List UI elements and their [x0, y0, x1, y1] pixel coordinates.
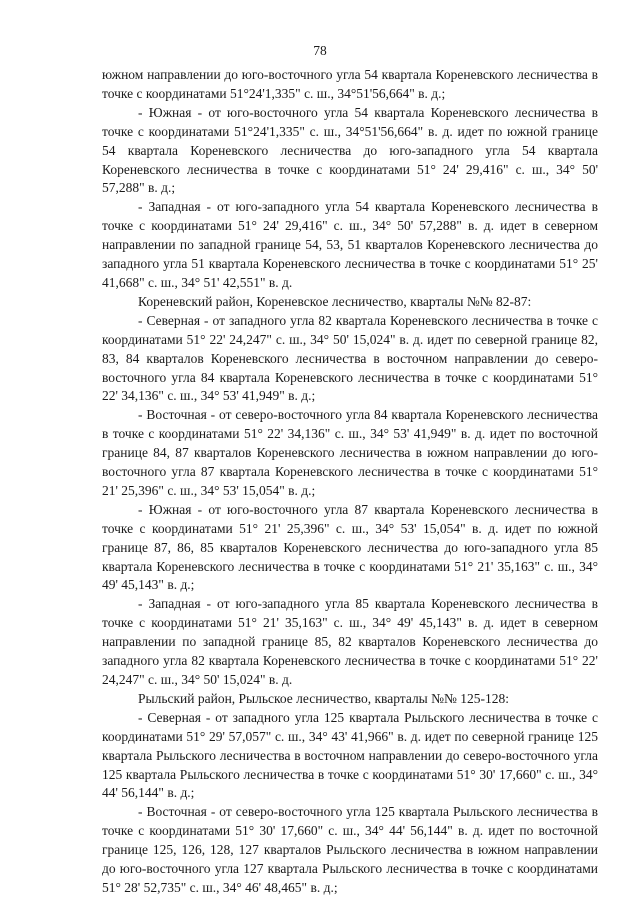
paragraph: южном направлении до юго-восточного угла 54 квартала Кореневского лесничества в точке с координатами 51°24'1,335" с. ш., 34°51'56,664" в. д.;	[102, 67, 598, 101]
paragraph: - Северная - от западного угла 82 квартала Кореневского лесничества в точке с координатами 51° 22' 24,247" с. ш., 34° 50' 15,024" в. д. идет по северной границе 82, 83, 84 кварталов Кореневского лесничества в восточном направлении до северо-восточного угла 84 квартала Кореневского лесничества в точке с координатами 51° 22' 34,136" с. ш., 34° 53' 41,949" в. д.;	[102, 312, 598, 404]
paragraph: - Южная - от юго-восточного угла 54 квартала Кореневского лесничества в точке с координатами 51°24'1,335" с. ш., 34°51'56,664" в. д. идет по южной границе 54 квартала Кореневского лесничества до юго-западного угла 54 квартала Кореневского лесничества в точке с координатами 51° 24' 29,416" с. ш., 34° 50' 57,288" в. д.;	[102, 104, 598, 196]
paragraph: - Восточная - от северо-восточного угла 84 квартала Кореневского лесничества в точке с координатами 51° 22' 34,136" с. ш., 34° 53' 41,949" в. д. идет по восточной границе 84, 87 кварталов Кореневского лесничества в южном направлении до юго-восточного угла 87 квартала Кореневского лесничества в точке с координатами 51° 21' 25,396" с. ш., 34° 53' 15,054" в. д.;	[102, 407, 598, 498]
page-number: 78	[313, 43, 327, 58]
paragraph: - Западная - от юго-западного угла 85 квартала Кореневского лесничества в точке с координатами 51° 21' 35,163" с. ш., 34° 49' 45,143" в. д. идет в северном направлении по западной границе 85, 82 кварталов Кореневского лесничества до западного угла 82 квартала Кореневского лесничества в точке с координатами 51° 22' 24,247" с. ш., 34° 50' 15,024" в. д.	[102, 596, 598, 687]
paragraph: - Северная - от западного угла 125 квартала Рыльского лесничества в точке с координатами 51° 29' 57,057" с. ш., 34° 43' 41,966" в. д. идет по северной границе 125 квартала Рыльского лесничества в восточном направлении до северо-восточного угла 125 квартала Рыльского лесничества в точке с координатами 51° 30' 17,660" с. ш., 34° 44' 56,144" в. д.;	[102, 709, 598, 801]
section-heading: Рыльский район, Рыльское лесничество, кварталы №№ 125-128:	[138, 690, 510, 706]
document-body	[102, 66, 598, 898]
paragraph: - Восточная - от северо-восточного угла 125 квартала Рыльского лесничества в точке с координатами 51° 30' 17,660" с. ш., 34° 44' 56,144" в. д. идет по восточной границе 125, 126, 128, 127 кварталов Рыльского лесничества в южном направлении до юго-восточного угла 127 квартала Рыльского лесничества в точке с координатами 51° 28' 52,735" с. ш., 34° 46' 48,465" в. д.;	[102, 804, 598, 895]
paragraph: - Западная - от юго-западного угла 54 квартала Кореневского лесничества в точке с координатами 51° 24' 29,416" с. ш., 34° 50' 57,288" в. д. идет в северном направлении по западной границе 54, 53, 51 кварталов Кореневского лесничества до западного угла 51 квартала Кореневского лесничества в точке с координатами 51° 25' 41,668" с. ш., 34° 51' 42,551" в. д.	[102, 199, 598, 290]
paragraph: - Южная - от юго-восточного угла 87 квартала Кореневского лесничества в точке с координатами 51° 21' 25,396" с. ш., 34° 53' 15,054" в. д. идет по южной границе 87, 86, 85 кварталов Кореневского лесничества до юго-западного угла 85 квартала Кореневского лесничества в точке с координатами 51° 21' 35,163" с. ш., 34° 49' 45,143" в. д.;	[102, 501, 598, 593]
section-heading: Кореневский район, Кореневское лесничество, кварталы №№ 82-87:	[138, 293, 532, 309]
